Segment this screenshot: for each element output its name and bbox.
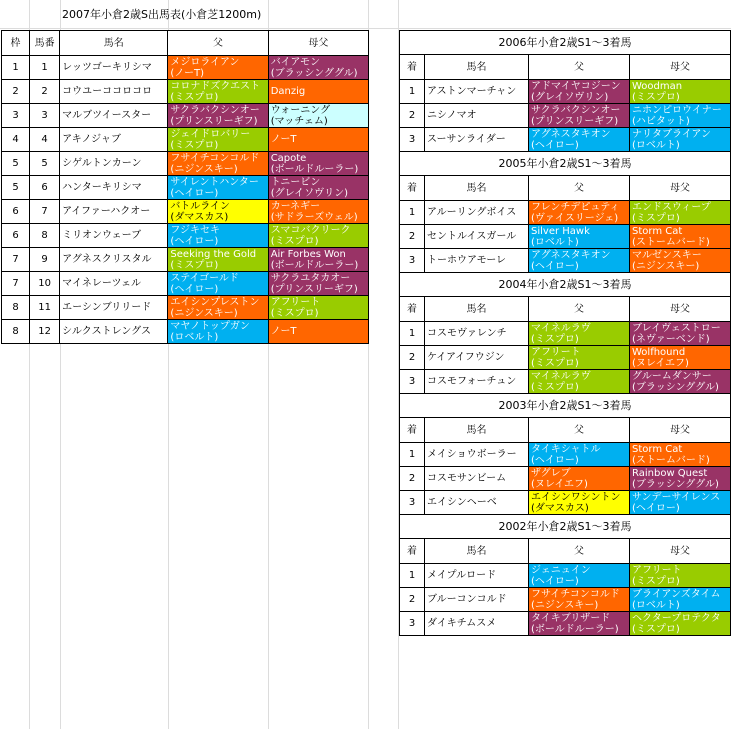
damsire-cell-line: (プリンスリーギフ) bbox=[270, 283, 358, 295]
table-row bbox=[400, 225, 731, 249]
sire-cell-horse: エイシンワシントン bbox=[531, 491, 621, 503]
damsire-cell-horse: グルームダンサー bbox=[632, 370, 712, 382]
damsire-cell-line: (マッチェム) bbox=[270, 115, 328, 127]
waku-cell: 2 bbox=[2, 80, 30, 104]
sire-cell-horse: ステイゴールド bbox=[170, 272, 239, 284]
horse-name-cell: スーサンライダー bbox=[425, 128, 529, 152]
umaban-cell: 7 bbox=[30, 200, 60, 224]
sire-cell-line: (ロベルト) bbox=[531, 236, 579, 248]
header-damsire: 母父 bbox=[630, 539, 731, 564]
damsire-cell-line: (ヘイロー) bbox=[632, 502, 680, 514]
damsire-cell bbox=[268, 224, 368, 248]
damsire-cell-line: (ロベルト) bbox=[632, 139, 680, 151]
table-row bbox=[2, 200, 369, 224]
sire-cell-line: (ヘイロー) bbox=[531, 139, 579, 151]
header-damsire: 母父 bbox=[630, 55, 731, 80]
header-umaban: 馬番 bbox=[30, 31, 60, 56]
year-title-row bbox=[400, 31, 731, 55]
table-header-row bbox=[2, 31, 369, 56]
umaban-cell: 4 bbox=[30, 128, 60, 152]
waku-cell: 7 bbox=[2, 272, 30, 296]
table-row bbox=[400, 564, 731, 588]
waku-cell: 5 bbox=[2, 152, 30, 176]
sire-cell bbox=[168, 200, 268, 224]
damsire-cell-horse: Storm Cat bbox=[632, 443, 683, 455]
damsire-cell bbox=[268, 200, 368, 224]
sire-cell bbox=[529, 467, 630, 491]
sire-cell bbox=[168, 152, 268, 176]
waku-cell: 5 bbox=[2, 176, 30, 200]
damsire-cell-horse: サクラユタカオー bbox=[270, 272, 351, 284]
table-header-row bbox=[400, 176, 731, 201]
damsire-cell-horse: Storm Cat bbox=[632, 225, 683, 237]
header-damsire: 母父 bbox=[630, 297, 731, 322]
table-row bbox=[400, 612, 731, 636]
sire-cell-line: (ヘイロー) bbox=[531, 454, 579, 466]
year-title-row bbox=[400, 515, 731, 539]
sire-cell-line: (ヴァイスリージェ) bbox=[531, 212, 619, 224]
umaban-cell: 6 bbox=[30, 176, 60, 200]
damsire-cell bbox=[268, 152, 368, 176]
header-rank: 着 bbox=[400, 418, 425, 443]
horse-name-cell: マイネレーツェル bbox=[60, 272, 168, 296]
umaban-cell: 2 bbox=[30, 80, 60, 104]
damsire-cell-line: (ハビタット) bbox=[632, 115, 690, 127]
damsire-cell-horse: ブレイヴェストロー bbox=[632, 322, 721, 334]
damsire-cell-horse: スマコバクリーク bbox=[270, 224, 351, 236]
sire-cell-horse: サクラバクシンオー bbox=[531, 104, 621, 116]
header-name: 馬名 bbox=[425, 539, 529, 564]
rank-cell: 2 bbox=[400, 588, 425, 612]
header-damsire: 母父 bbox=[630, 418, 731, 443]
damsire-cell bbox=[630, 104, 731, 128]
sire-cell bbox=[168, 80, 268, 104]
umaban-cell: 8 bbox=[30, 224, 60, 248]
header-damsire: 母父 bbox=[630, 176, 731, 201]
sire-cell bbox=[529, 225, 630, 249]
damsire-cell bbox=[268, 80, 368, 104]
horse-name-cell: ニシノマオ bbox=[425, 104, 529, 128]
horse-name-cell: シルクストレングス bbox=[60, 320, 168, 344]
table-row bbox=[2, 80, 369, 104]
header-rank: 着 bbox=[400, 176, 425, 201]
horse-name-cell: ハンターキリシマ bbox=[60, 176, 168, 200]
sire-cell-horse: ジェニュイン bbox=[531, 564, 591, 576]
sire-cell bbox=[168, 56, 268, 80]
table-row bbox=[2, 248, 369, 272]
sire-cell-horse: タイキシャトル bbox=[531, 443, 601, 455]
sire-cell-line: (ミスプロ) bbox=[170, 91, 219, 103]
table-row bbox=[400, 588, 731, 612]
sire-cell-horse: フレンチデピュティ bbox=[531, 201, 620, 213]
rank-cell: 3 bbox=[400, 370, 425, 394]
year-title-row bbox=[400, 394, 731, 418]
waku-cell: 4 bbox=[2, 128, 30, 152]
rank-cell: 1 bbox=[400, 564, 425, 588]
sire-cell-horse: Silver Hawk bbox=[531, 225, 590, 237]
damsire-cell bbox=[630, 491, 731, 515]
damsire-cell-line: (ミスプロ) bbox=[632, 623, 680, 635]
header-sire: 父 bbox=[168, 31, 268, 56]
rank-cell: 3 bbox=[400, 612, 425, 636]
damsire-cell-horse: アフリート bbox=[270, 296, 321, 308]
sire-cell-horse: ザグレブ bbox=[531, 467, 571, 479]
damsire-cell-line: (ストームバード) bbox=[632, 454, 710, 466]
rank-cell: 1 bbox=[400, 322, 425, 346]
damsire-cell-line: (ミスプロ) bbox=[632, 91, 680, 103]
damsire-cell-horse: ウォーニング bbox=[270, 104, 331, 116]
sire-cell-horse: メジロライアン bbox=[170, 56, 240, 68]
sire-cell bbox=[168, 176, 268, 200]
damsire-cell bbox=[268, 320, 368, 344]
damsire-cell bbox=[630, 201, 731, 225]
sire-cell-line: (ニジンスキー) bbox=[531, 599, 599, 611]
sire-cell bbox=[529, 491, 630, 515]
sire-cell-line: (ヘイロー) bbox=[170, 187, 219, 199]
sire-cell-line: (プリンスリーギフ) bbox=[170, 115, 258, 127]
sire-cell-horse: マヤノトップガン bbox=[170, 320, 250, 332]
damsire-cell bbox=[268, 176, 368, 200]
header-rank: 着 bbox=[400, 539, 425, 564]
sire-cell-horse: マイネルラヴ bbox=[531, 370, 591, 382]
damsire-cell-horse: Air Forbes Won bbox=[270, 248, 346, 260]
table-row bbox=[2, 152, 369, 176]
damsire-cell-horse: ナリタブライアン bbox=[632, 128, 711, 140]
horse-name-cell: アイファーハクオー bbox=[60, 200, 168, 224]
horse-name-cell: エイシンヘーベ bbox=[425, 491, 529, 515]
page-title: 2007年小倉2歳S出馬表(小倉芝1200m) bbox=[62, 8, 262, 21]
table-header-row bbox=[400, 539, 731, 564]
sire-cell-horse: マイネルラヴ bbox=[531, 322, 591, 334]
header-sire: 父 bbox=[529, 297, 630, 322]
header-sire: 父 bbox=[529, 176, 630, 201]
horse-name-cell: エーシンブリリード bbox=[60, 296, 168, 320]
damsire-cell-horse: トニービン bbox=[270, 176, 321, 188]
sire-cell bbox=[168, 128, 268, 152]
damsire-cell-horse: ニホンピロウイナー bbox=[632, 104, 722, 116]
sire-cell-line: (プリンスリーギフ) bbox=[531, 115, 619, 127]
sire-cell-line: (ミスプロ) bbox=[170, 139, 219, 151]
waku-cell: 7 bbox=[2, 248, 30, 272]
damsire-cell bbox=[630, 322, 731, 346]
damsire-cell-line: (ミスプロ) bbox=[270, 307, 319, 319]
sire-cell bbox=[529, 443, 630, 467]
year-title-row bbox=[400, 152, 731, 176]
sire-cell bbox=[529, 128, 630, 152]
umaban-cell: 5 bbox=[30, 152, 60, 176]
damsire-cell bbox=[630, 225, 731, 249]
damsire-cell-horse: サンデーサイレンス bbox=[632, 491, 721, 503]
table-row bbox=[2, 320, 369, 344]
sire-cell bbox=[529, 249, 630, 273]
damsire-cell bbox=[268, 272, 368, 296]
sire-cell-horse: サイレントハンター bbox=[170, 176, 259, 188]
damsire-cell-horse: Capote bbox=[270, 152, 307, 164]
table-row bbox=[400, 104, 731, 128]
damsire-cell bbox=[268, 248, 368, 272]
sire-cell bbox=[529, 322, 630, 346]
table-row bbox=[2, 272, 369, 296]
damsire-cell bbox=[630, 443, 731, 467]
damsire-cell-line: (グレイソヴリン) bbox=[270, 187, 348, 199]
damsire-cell bbox=[268, 296, 368, 320]
damsire-cell bbox=[630, 564, 731, 588]
table-row bbox=[2, 56, 369, 80]
waku-cell: 8 bbox=[2, 296, 30, 320]
sire-cell-horse: アドマイヤコジーン bbox=[531, 80, 621, 92]
sire-cell-line: (ミスプロ) bbox=[531, 357, 579, 369]
damsire-cell bbox=[630, 249, 731, 273]
damsire-cell-horse: マルゼンスキー bbox=[632, 249, 702, 261]
horse-name-cell: セントルイスガール bbox=[425, 225, 529, 249]
umaban-cell: 11 bbox=[30, 296, 60, 320]
sire-cell bbox=[168, 320, 268, 344]
damsire-cell-line: (ストームバード) bbox=[632, 236, 710, 248]
sire-cell bbox=[529, 80, 630, 104]
sire-cell-horse: サクラバクシンオー bbox=[170, 104, 260, 116]
table-row bbox=[400, 346, 731, 370]
sire-cell-horse: コロナドズクエスト bbox=[170, 80, 261, 92]
sire-cell-horse: タイキブリザード bbox=[531, 612, 611, 624]
header-name: 馬名 bbox=[60, 31, 168, 56]
horse-name-cell: メイプルロード bbox=[425, 564, 529, 588]
header-sire: 父 bbox=[529, 539, 630, 564]
table-row bbox=[400, 491, 731, 515]
sire-cell-line: (ニジンスキー) bbox=[170, 307, 238, 319]
rank-cell: 2 bbox=[400, 104, 425, 128]
sire-cell bbox=[168, 272, 268, 296]
table-header-row bbox=[400, 55, 731, 80]
damsire-cell-horse: Rainbow Quest bbox=[632, 467, 708, 479]
horse-name-cell: アルーリングボイス bbox=[425, 201, 529, 225]
sire-cell-line: (ボールドルーラー) bbox=[531, 623, 619, 635]
sire-cell-line: (ニジンスキー) bbox=[170, 163, 238, 175]
damsire-cell-line: (ミスプロ) bbox=[632, 575, 680, 587]
sire-cell-horse: フサイチコンコルド bbox=[170, 152, 260, 164]
rank-cell: 2 bbox=[400, 346, 425, 370]
sire-cell bbox=[529, 201, 630, 225]
rank-cell: 1 bbox=[400, 443, 425, 467]
entries-table bbox=[1, 30, 369, 344]
sire-cell-line: (ミスプロ) bbox=[170, 259, 219, 271]
sire-cell-line: (ヘイロー) bbox=[531, 575, 579, 587]
umaban-cell: 9 bbox=[30, 248, 60, 272]
damsire-cell-line: (ミスプロ) bbox=[270, 235, 319, 247]
waku-cell: 8 bbox=[2, 320, 30, 344]
sire-cell-horse: Seeking the Gold bbox=[170, 248, 257, 260]
table-row bbox=[400, 467, 731, 491]
damsire-cell bbox=[630, 346, 731, 370]
damsire-cell bbox=[630, 612, 731, 636]
rank-cell: 2 bbox=[400, 467, 425, 491]
damsire-cell-line: (サドラーズウェル) bbox=[270, 211, 358, 223]
sire-cell-horse: エイシンプレストン bbox=[170, 296, 260, 308]
table-row bbox=[400, 443, 731, 467]
table-row bbox=[2, 296, 369, 320]
rank-cell: 3 bbox=[400, 128, 425, 152]
damsire-cell bbox=[630, 370, 731, 394]
horse-name-cell: アキノジャブ bbox=[60, 128, 168, 152]
sire-cell-line: (ダマスカス) bbox=[170, 211, 229, 223]
past-results-table bbox=[399, 30, 731, 636]
horse-name-cell: ケイアイフウジン bbox=[425, 346, 529, 370]
rank-cell: 3 bbox=[400, 249, 425, 273]
damsire-cell-line: (ネヴァーベンド) bbox=[632, 333, 710, 345]
sire-cell-line: (ヘイロー) bbox=[531, 260, 579, 272]
header-name: 馬名 bbox=[425, 418, 529, 443]
umaban-cell: 12 bbox=[30, 320, 60, 344]
table-row bbox=[2, 128, 369, 152]
year-title: 2006年小倉2歳S1～3着馬 bbox=[400, 31, 731, 55]
sire-cell-horse: アフリート bbox=[531, 346, 581, 358]
damsire-cell-horse: バイアモン bbox=[270, 56, 320, 68]
header-waku: 枠 bbox=[2, 31, 30, 56]
damsire-cell bbox=[630, 128, 731, 152]
damsire-cell-line: (ブラッシンググル) bbox=[632, 381, 719, 393]
horse-name-cell: アグネスクリスタル bbox=[60, 248, 168, 272]
damsire-cell-line: (ミスプロ) bbox=[632, 212, 680, 224]
table-row bbox=[2, 224, 369, 248]
rank-cell: 3 bbox=[400, 491, 425, 515]
horse-name-cell: コスモサンビーム bbox=[425, 467, 529, 491]
damsire-cell-line: (ボールドルーラー) bbox=[270, 163, 359, 175]
header-rank: 着 bbox=[400, 55, 425, 80]
table-row bbox=[400, 128, 731, 152]
umaban-cell: 3 bbox=[30, 104, 60, 128]
sire-cell-line: (ヘイロー) bbox=[170, 235, 219, 247]
sire-cell-line: (ノーT) bbox=[170, 67, 205, 79]
damsire-cell-horse: ヘクタープロテクタ bbox=[632, 612, 721, 624]
waku-cell: 6 bbox=[2, 200, 30, 224]
horse-name-cell: シゲルトンカーン bbox=[60, 152, 168, 176]
table-row bbox=[2, 176, 369, 200]
sire-cell-horse: アグネスタキオン bbox=[531, 128, 611, 140]
umaban-cell: 1 bbox=[30, 56, 60, 80]
horse-name-cell: コスモヴァレンチ bbox=[425, 322, 529, 346]
sire-cell bbox=[168, 248, 268, 272]
header-name: 馬名 bbox=[425, 55, 529, 80]
damsire-cell bbox=[268, 104, 368, 128]
damsire-cell-horse: Danzig bbox=[270, 86, 306, 97]
year-title-row bbox=[400, 273, 731, 297]
damsire-cell-line: (ボールドルーラー) bbox=[270, 259, 359, 271]
sire-cell-horse: アグネスタキオン bbox=[531, 249, 611, 261]
header-rank: 着 bbox=[400, 297, 425, 322]
horse-name-cell: レッツゴーキリシマ bbox=[60, 56, 168, 80]
table-row bbox=[400, 322, 731, 346]
sire-cell bbox=[168, 296, 268, 320]
damsire-cell-horse: ノーT bbox=[270, 134, 297, 145]
sire-cell-horse: ジェイドロバリー bbox=[170, 128, 251, 140]
table-row bbox=[400, 201, 731, 225]
sire-cell bbox=[529, 612, 630, 636]
sire-cell-line: (ロベルト) bbox=[170, 331, 219, 343]
year-title: 2004年小倉2歳S1～3着馬 bbox=[400, 273, 731, 297]
year-title: 2002年小倉2歳S1～3着馬 bbox=[400, 515, 731, 539]
year-title: 2003年小倉2歳S1～3着馬 bbox=[400, 394, 731, 418]
horse-name-cell: マルブツイースター bbox=[60, 104, 168, 128]
damsire-cell-horse: ブライアンズタイム bbox=[632, 588, 721, 600]
horse-name-cell: トーホウアモーレ bbox=[425, 249, 529, 273]
damsire-cell bbox=[630, 467, 731, 491]
sire-cell bbox=[529, 588, 630, 612]
rank-cell: 1 bbox=[400, 201, 425, 225]
damsire-cell-horse: Wolfhound bbox=[632, 346, 686, 358]
waku-cell: 3 bbox=[2, 104, 30, 128]
rank-cell: 2 bbox=[400, 225, 425, 249]
waku-cell: 6 bbox=[2, 224, 30, 248]
sire-cell bbox=[168, 224, 268, 248]
header-name: 馬名 bbox=[425, 176, 529, 201]
damsire-cell-horse: エンドスウィープ bbox=[632, 201, 711, 213]
sire-cell bbox=[168, 104, 268, 128]
sire-cell-line: (ミスプロ) bbox=[531, 333, 579, 345]
damsire-cell-line: (ブラッシンググル) bbox=[632, 478, 719, 490]
sire-cell-horse: バトルライン bbox=[170, 200, 230, 212]
damsire-cell-line: (ブラッシンググル) bbox=[270, 67, 358, 79]
horse-name-cell: メイショウボーラー bbox=[425, 443, 529, 467]
horse-name-cell: ダイキチムスメ bbox=[425, 612, 529, 636]
umaban-cell: 10 bbox=[30, 272, 60, 296]
damsire-cell bbox=[268, 56, 368, 80]
header-damsire: 母父 bbox=[268, 31, 368, 56]
sire-cell-line: (グレイソヴリン) bbox=[531, 91, 609, 103]
damsire-cell-horse: Woodman bbox=[632, 80, 683, 92]
table-header-row bbox=[400, 418, 731, 443]
damsire-cell-horse: カーネギー bbox=[270, 200, 321, 212]
horse-name-cell: ミリオンウェーブ bbox=[60, 224, 168, 248]
header-name: 馬名 bbox=[425, 297, 529, 322]
damsire-cell-line: (ロベルト) bbox=[632, 599, 680, 611]
horse-name-cell: ブルーコンコルド bbox=[425, 588, 529, 612]
table-row bbox=[2, 104, 369, 128]
table-row bbox=[400, 249, 731, 273]
damsire-cell-horse: アフリート bbox=[632, 564, 682, 576]
sire-cell bbox=[529, 370, 630, 394]
damsire-cell-horse: ノーT bbox=[270, 326, 297, 337]
table-row bbox=[400, 80, 731, 104]
header-sire: 父 bbox=[529, 418, 630, 443]
rank-cell: 1 bbox=[400, 80, 425, 104]
sire-cell-line: (ミスプロ) bbox=[531, 381, 579, 393]
sire-cell-line: (ヌレイエフ) bbox=[531, 478, 588, 490]
horse-name-cell: コスモフォーチュン bbox=[425, 370, 529, 394]
sire-cell bbox=[529, 104, 630, 128]
grid-line bbox=[0, 28, 731, 29]
sire-cell-line: (ダマスカス) bbox=[531, 502, 589, 514]
table-header-row bbox=[400, 297, 731, 322]
sire-cell bbox=[529, 346, 630, 370]
sire-cell-line: (ヘイロー) bbox=[170, 283, 219, 295]
sire-cell-horse: フジキセキ bbox=[170, 224, 221, 236]
sire-cell-horse: フサイチコンコルド bbox=[531, 588, 620, 600]
horse-name-cell: アストンマーチャン bbox=[425, 80, 529, 104]
damsire-cell-line: (ニジンスキー) bbox=[632, 260, 700, 272]
header-sire: 父 bbox=[529, 55, 630, 80]
year-title: 2005年小倉2歳S1～3着馬 bbox=[400, 152, 731, 176]
table-row bbox=[400, 370, 731, 394]
damsire-cell bbox=[268, 128, 368, 152]
waku-cell: 1 bbox=[2, 56, 30, 80]
sire-cell bbox=[529, 564, 630, 588]
damsire-cell-line: (ヌレイエフ) bbox=[632, 357, 689, 369]
damsire-cell bbox=[630, 80, 731, 104]
damsire-cell bbox=[630, 588, 731, 612]
horse-name-cell: コウユーココロコロ bbox=[60, 80, 168, 104]
